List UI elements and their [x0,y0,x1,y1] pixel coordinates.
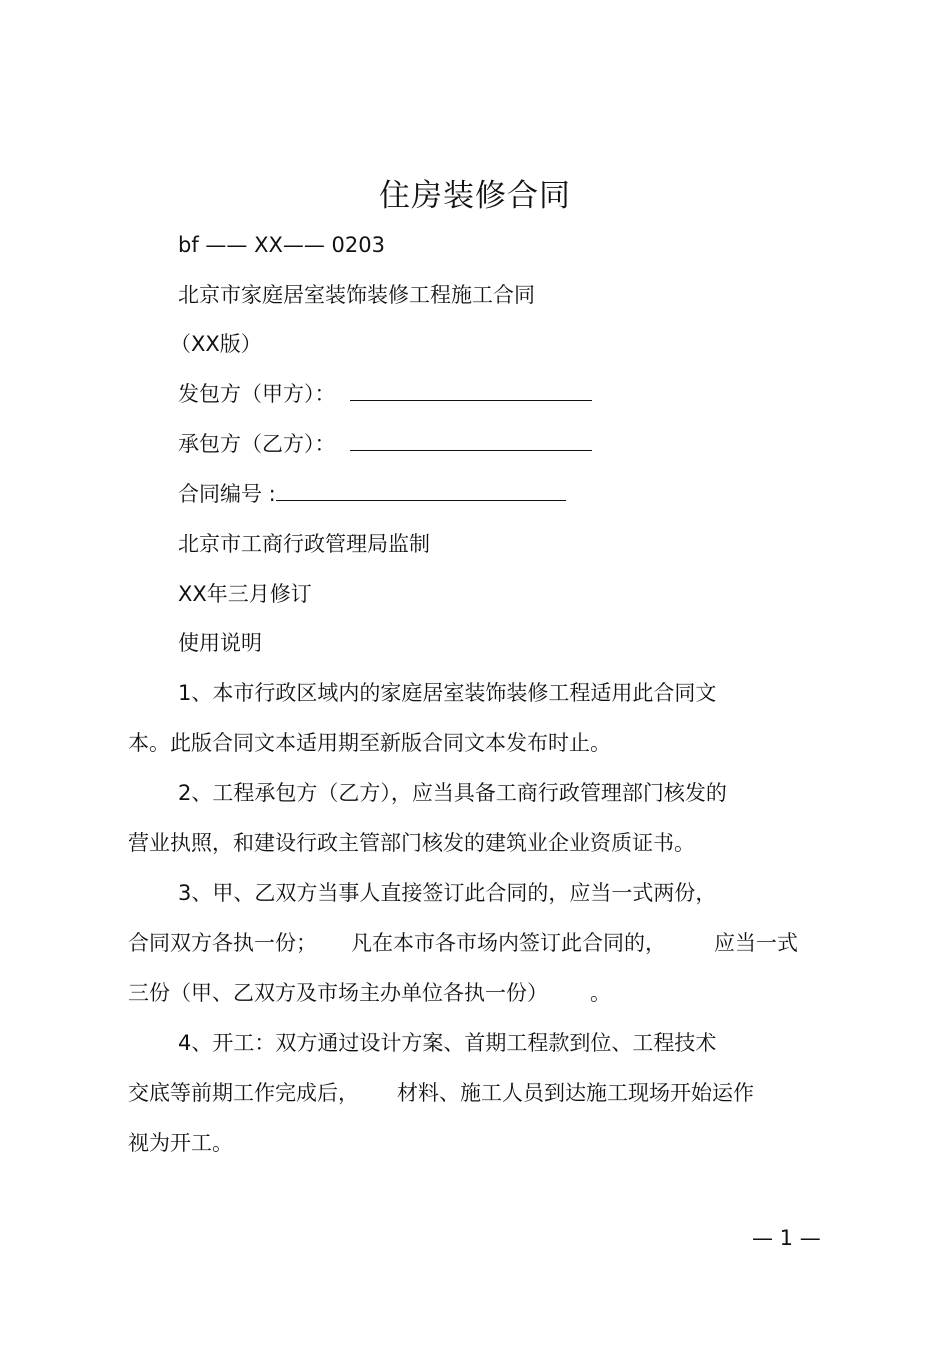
party-a-label: 发包方（甲方）： [178,382,336,406]
item-3-line-3-part-1: 三份（甲、乙双方及市场主办单位各执一份） [128,981,548,1005]
item-1-line-2: 本。此版合同文本适用期至新版合同文本发布时止。 [128,731,611,755]
item-4-line-3: 视为开工。 [128,1131,233,1155]
contract-no-label: 合同编号 : [178,482,276,506]
contract-no-row [178,480,566,508]
document-code: bf —— XX—— 0203 [178,233,385,257]
item-3-line-2-part-3: 应当一式 [714,931,798,955]
party-b-blank [350,430,592,451]
item-3-line-2-part-1: 合同双方各执一份； [128,931,317,955]
contract-name: 北京市家庭居室装饰装修工程施工合同 [178,283,535,307]
item-3-line-3-part-2: 。 [590,981,611,1005]
contract-no-blank [276,480,566,501]
item-2-line-1: 2、工程承包方（乙方），应当具备工商行政管理部门核发的 [178,781,727,805]
item-3-line-1: 3、甲、乙双方当事人直接签订此合同的，应当一式两份， [178,881,717,905]
item-4-line-2-part-1: 交底等前期工作完成后， [128,1081,359,1105]
item-4-line-1: 4、开工：双方通过设计方案、首期工程款到位、工程技术 [178,1031,717,1055]
item-3-line-2 [128,929,798,957]
item-4-line-2-part-2: 材料、施工人员到达施工现场开始运作 [397,1081,754,1105]
edition-label: （XX版） [170,332,262,356]
item-3-line-2-part-2: 凡在本市各市场内签订此合同的， [351,931,666,955]
document-title: 住房装修合同 [379,178,571,214]
item-4-line-2 [128,1079,754,1107]
page-number: — 1 — [752,1226,821,1250]
revision-line: XX年三月修订 [178,582,312,606]
item-3-line-3 [128,979,611,1007]
item-1-line-1: 1、本市行政区域内的家庭居室装饰装修工程适用此合同文 [178,681,717,705]
party-b-row [178,430,592,458]
item-2-line-2: 营业执照，和建设行政主管部门核发的建筑业企业资质证书。 [128,831,695,855]
instructions-heading: 使用说明 [178,631,262,655]
supervisor-line: 北京市工商行政管理局监制 [178,532,430,556]
party-b-label: 承包方（乙方）： [178,432,336,456]
party-a-row [178,380,592,408]
party-a-blank [350,380,592,401]
